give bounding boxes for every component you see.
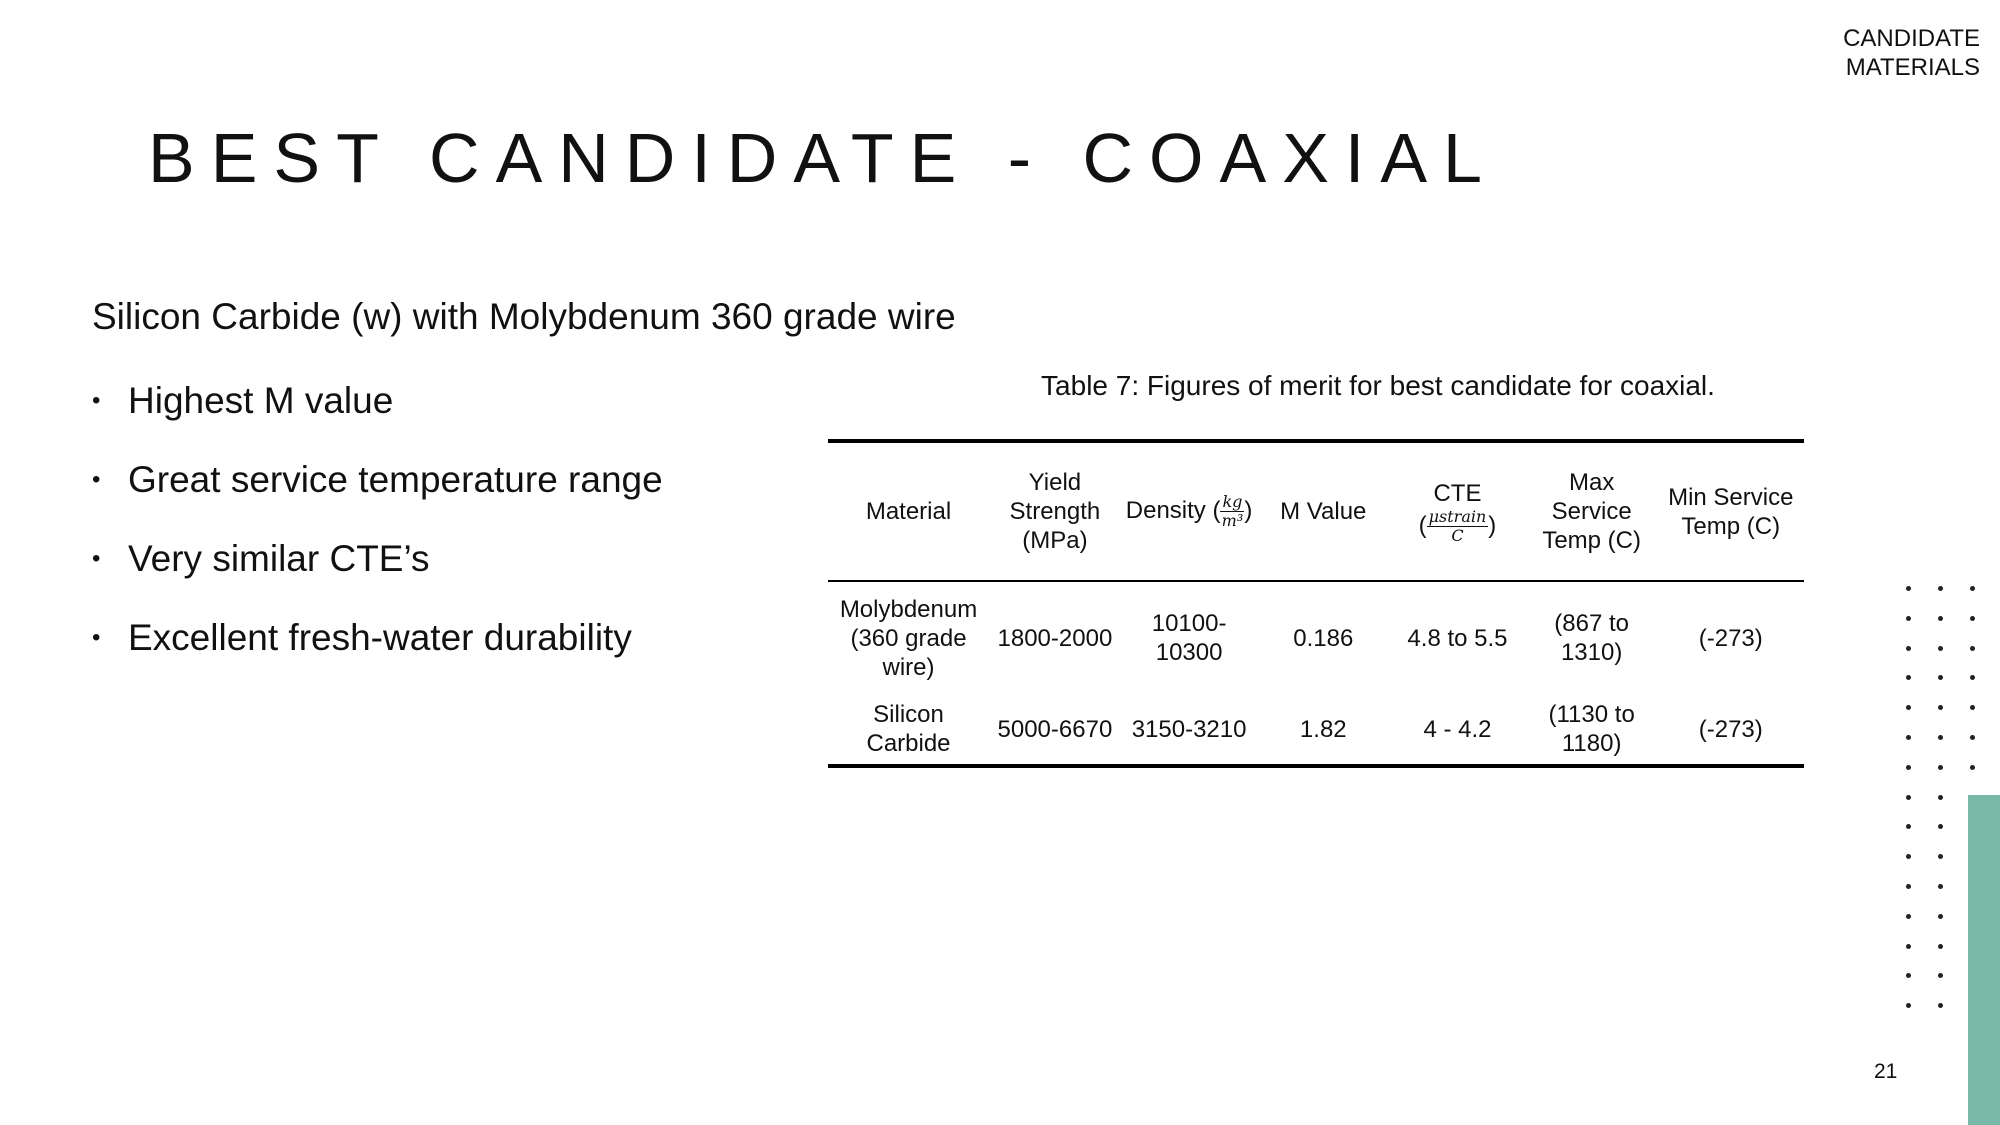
- header-max-line1: Max: [1568, 469, 1615, 496]
- cell-max-line2: 1310): [1560, 639, 1623, 666]
- decorative-dot: [1938, 616, 1943, 621]
- slide-title: BEST CANDIDATE - COAXIAL: [148, 119, 1498, 197]
- decorative-dot: [1906, 884, 1911, 889]
- bullet-text: Highest M value: [128, 380, 394, 421]
- cell-material-line2: Carbide: [866, 730, 951, 757]
- decorative-dot: [1906, 675, 1911, 680]
- cell-yield-strength: 1800-2000: [997, 624, 1113, 652]
- decorative-dot: [1938, 705, 1943, 710]
- density-unit-den: m³: [1221, 511, 1244, 530]
- cell-yield-strength: 5000-6670: [997, 715, 1113, 743]
- decorative-dot: [1938, 586, 1943, 591]
- decorative-dot: [1970, 705, 1975, 710]
- cell-density-line1: 10100-: [1151, 610, 1227, 637]
- decorative-dot: [1938, 914, 1943, 919]
- header-material: Material: [828, 441, 989, 581]
- decorative-dot: [1970, 646, 1975, 651]
- cell-m-value: 0.186: [1293, 624, 1354, 652]
- header-min-service-temp: [1658, 441, 1804, 581]
- cell-material-line3: wire): [882, 653, 935, 681]
- cell-max-line1: (1130 to: [1548, 701, 1635, 728]
- decorative-dot: [1938, 824, 1943, 829]
- bullet-list: [92, 370, 663, 686]
- decorative-dot: [1938, 973, 1943, 978]
- header-yield-line1: Yield: [1028, 469, 1082, 496]
- header-max-line2: Service: [1551, 498, 1632, 525]
- bullet-dot: •: [92, 545, 101, 572]
- table-header-row: [828, 441, 1804, 581]
- decorative-dot: [1938, 675, 1943, 680]
- cell-density: 3150-3210: [1131, 715, 1247, 743]
- decorative-dot: [1906, 705, 1911, 710]
- table-row: [828, 581, 1804, 694]
- header-m-value: M Value: [1257, 441, 1389, 581]
- figures-of-merit-table: [828, 439, 1804, 768]
- header-max-service-temp: [1526, 441, 1658, 581]
- decorative-dot: [1938, 884, 1943, 889]
- subtitle: Silicon Carbide (w) with Molybdenum 360 grade wire: [92, 296, 956, 337]
- cell-min-service-temp: (-273): [1698, 624, 1763, 652]
- decorative-dot: [1906, 824, 1911, 829]
- bullet-dot: •: [92, 466, 101, 493]
- decorative-dot: [1906, 765, 1911, 770]
- decorative-dot: [1970, 765, 1975, 770]
- cell-material-line1: Silicon: [873, 701, 944, 728]
- decorative-dot: [1970, 616, 1975, 621]
- header-min-line2: Temp (C): [1681, 512, 1781, 540]
- header-density-label: Density: [1125, 496, 1206, 524]
- header-max-line3: Temp (C): [1542, 527, 1641, 554]
- decorative-dot: [1938, 735, 1943, 740]
- cell-max-line1: (867 to: [1554, 610, 1630, 637]
- cell-m-value: 1.82: [1299, 715, 1347, 743]
- header-yield-line3: (MPa): [1022, 527, 1088, 554]
- section-label-line1: CANDIDATE: [1843, 25, 1980, 52]
- cte-unit-den: C: [1451, 525, 1464, 545]
- decorative-dot: [1906, 616, 1911, 621]
- decorative-dot: [1906, 854, 1911, 859]
- bullet-item: [92, 370, 663, 449]
- cte-unit-num: μstrain: [1428, 506, 1487, 526]
- decorative-dot: [1970, 675, 1975, 680]
- decorative-dot: [1938, 944, 1943, 949]
- decorative-dot: [1906, 914, 1911, 919]
- section-label-line2: MATERIALS: [1845, 54, 1980, 81]
- decorative-dot: [1906, 586, 1911, 591]
- decorative-dot: [1906, 646, 1911, 651]
- decorative-dot: [1938, 765, 1943, 770]
- cell-density: [1121, 581, 1258, 694]
- bullet-dot: •: [92, 387, 101, 414]
- decorative-dot: [1938, 1003, 1943, 1008]
- page-number: 21: [1874, 1060, 1898, 1083]
- cell-material: [828, 581, 989, 694]
- bullet-dot: •: [92, 624, 101, 651]
- cell-max-service-temp: [1526, 581, 1658, 694]
- table-caption: Table 7: Figures of merit for best candidate for coaxial.: [1041, 370, 1715, 401]
- decorative-dot: [1970, 586, 1975, 591]
- bullet-text: Great service temperature range: [128, 459, 663, 500]
- decorative-dot: [1906, 1003, 1911, 1008]
- cell-min-service-temp: (-273): [1698, 715, 1763, 743]
- density-unit-fraction: [1220, 493, 1244, 530]
- accent-bar: [1968, 795, 2000, 1125]
- cell-density-line2: 10300: [1155, 639, 1223, 666]
- cell-material-line2: (360 grade: [850, 624, 967, 652]
- decorative-dot: [1970, 735, 1975, 740]
- cell-cte: 4.8 to 5.5: [1407, 624, 1508, 652]
- cte-unit-fraction: [1427, 508, 1489, 545]
- header-cte-label: CTE: [1433, 479, 1482, 507]
- header-yield-line2: Strength: [1009, 498, 1101, 525]
- cell-material: [828, 694, 989, 766]
- cell-max-service-temp: [1526, 694, 1658, 766]
- cell-material-line1: Molybdenum: [839, 595, 978, 623]
- bullet-text: Excellent fresh-water durability: [128, 617, 632, 658]
- decorative-dot: [1938, 646, 1943, 651]
- bullet-text: Very similar CTE’s: [128, 538, 430, 579]
- table-row: [828, 694, 1804, 766]
- decorative-dot: [1938, 854, 1943, 859]
- decorative-dot: [1906, 795, 1911, 800]
- decorative-dot: [1906, 944, 1911, 949]
- header-cte: CTE ( $\frac{\text{μstrain}}{C}$ ): [1389, 441, 1526, 581]
- cell-cte: 4 - 4.2: [1423, 715, 1492, 743]
- cell-max-line2: 1180): [1561, 730, 1622, 757]
- decorative-dot: [1938, 795, 1943, 800]
- section-label: [1780, 24, 1980, 82]
- decorative-dot: [1906, 735, 1911, 740]
- bullet-item: [92, 607, 663, 686]
- header-min-line1: Min Service: [1668, 483, 1794, 511]
- bullet-item: [92, 528, 663, 607]
- density-unit-num: kg: [1222, 492, 1243, 511]
- header-yield-strength: [989, 441, 1121, 581]
- bullet-item: [92, 449, 663, 528]
- decorative-dot: [1906, 973, 1911, 978]
- header-density: Density ( $\frac{kg}{\text{m³}}$ ): [1121, 441, 1258, 581]
